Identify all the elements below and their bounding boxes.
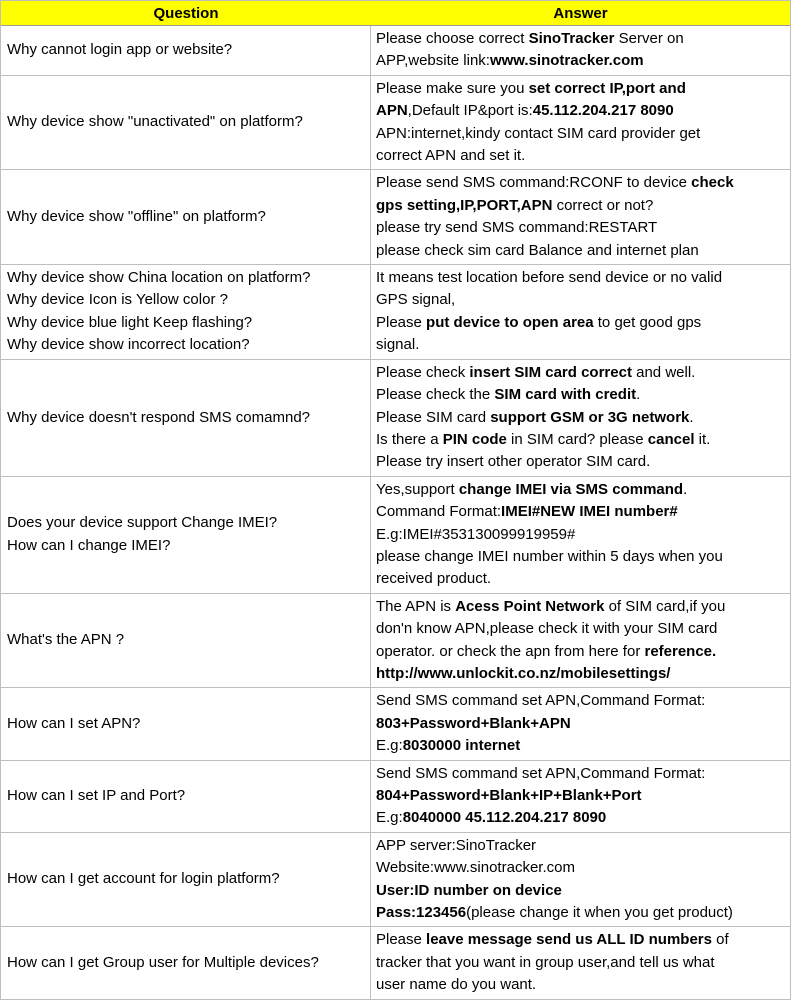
answer-line: correct APN and set it. [376, 147, 526, 165]
answer-line: E.g:8040000 45.112.204.217 8090 [376, 809, 607, 827]
answer-line: E.g:8030000 internet [376, 737, 521, 755]
answer-line: received product. [376, 570, 492, 588]
answer-cell [371, 26, 790, 75]
question-line: How can I change IMEI? [7, 536, 171, 554]
answer-line: It means test location before send device or no valid [376, 269, 723, 287]
answer-cell [371, 688, 790, 759]
answer-line: Please choose correct SinoTracker Server on [376, 30, 684, 47]
table-row [1, 76, 790, 171]
question-cell [1, 477, 371, 593]
answer-line: Please leave message send us ALL ID numbers of [376, 931, 729, 949]
answer-line: GPS signal, [376, 291, 456, 309]
column-header-answer: Answer [553, 4, 608, 22]
answer-line: tracker that you want in group user,and tell us what [376, 953, 715, 971]
question-line: Why device show China location on platform? [7, 269, 311, 287]
question-line: Why cannot login app or website? [7, 41, 233, 59]
question-cell [1, 76, 371, 170]
question-cell [1, 688, 371, 759]
answer-line: Send SMS command set APN,Command Format: [376, 692, 706, 710]
answer-line: User:ID number on device [376, 881, 562, 899]
answer-line: 804+Password+Blank+IP+Blank+Port [376, 787, 642, 804]
column-header-question: Question [153, 4, 219, 22]
answer-line: Please make sure you set correct IP,port and [376, 79, 686, 97]
question-line: Why device show "offline" on platform? [7, 208, 266, 226]
answer-line: Is there a PIN code in SIM card? please cancel it. [376, 430, 711, 448]
table-row [1, 360, 790, 477]
table-header [1, 1, 790, 26]
question-cell [1, 170, 371, 264]
question-cell [1, 265, 371, 359]
question-cell [1, 594, 371, 688]
answer-line: http://www.unlockit.co.nz/mobilesettings/ [376, 664, 671, 682]
answer-line: APP server:SinoTracker [376, 836, 537, 854]
answer-line: please change IMEI number within 5 days when you [376, 547, 723, 565]
table-row [1, 477, 790, 594]
answer-line: Send SMS command set APN,Command Format: [376, 764, 706, 782]
table-body [1, 26, 790, 999]
answer-line: APN:internet,kindy contact SIM card provider get [376, 124, 701, 142]
question-cell [1, 761, 371, 832]
answer-line: signal. [376, 336, 420, 354]
answer-line: APP,website link:www.sinotracker.com [376, 52, 644, 70]
answer-cell [371, 594, 790, 688]
answer-line: 803+Password+Blank+APN [376, 714, 571, 732]
answer-line: gps setting,IP,PORT,APN correct or not? [376, 196, 654, 214]
question-line: Why device Icon is Yellow color ? [7, 291, 228, 309]
answer-line: Yes,support change IMEI via SMS command. [376, 480, 688, 498]
answer-line: please check sim card Balance and internet plan [376, 241, 699, 259]
answer-cell [371, 170, 790, 264]
answer-line: Please send SMS command:RCONF to device check [376, 174, 734, 192]
answer-cell [371, 761, 790, 832]
question-line: Why device doesn't respond SMS comamnd? [7, 408, 311, 426]
answer-line: Website:www.sinotracker.com [376, 859, 575, 877]
answer-line: Please SIM card support GSM or 3G network. [376, 408, 694, 426]
question-cell [1, 927, 371, 998]
question-cell [1, 26, 371, 75]
question-line: Why device show incorrect location? [7, 336, 250, 354]
answer-cell [371, 833, 790, 927]
answer-cell [371, 76, 790, 170]
answer-line: user name do you want. [376, 976, 537, 994]
answer-cell [371, 477, 790, 593]
question-line: How can I get account for login platform? [7, 870, 280, 888]
answer-line: E.g:IMEI#353130099919959# [376, 525, 576, 543]
table-row [1, 26, 790, 76]
table-row [1, 688, 790, 760]
answer-line: APN,Default IP&port is:45.112.204.217 8090 [376, 102, 674, 120]
table-row [1, 833, 790, 928]
question-cell [1, 360, 371, 476]
answer-cell [371, 265, 790, 359]
table-row [1, 170, 790, 265]
answer-line: operator. or check the apn from here for reference. [376, 642, 717, 660]
answer-line: Please check insert SIM card correct and well. [376, 363, 696, 381]
answer-line: Please check the SIM card with credit. [376, 386, 641, 404]
question-line: Why device show "unactivated" on platform? [7, 113, 303, 131]
answer-line: The APN is Acess Point Network of SIM card,if you [376, 597, 726, 615]
answer-line: Please try insert other operator SIM card. [376, 453, 651, 471]
question-cell [1, 833, 371, 927]
table-row [1, 761, 790, 833]
question-line: How can I set IP and Port? [7, 787, 186, 804]
question-line: How can I set APN? [7, 714, 141, 732]
table-row [1, 265, 790, 360]
answer-line: Command Format:IMEI#NEW IMEI number# [376, 503, 678, 521]
question-line: Why device blue light Keep flashing? [7, 313, 253, 331]
answer-line: don'n know APN,please check it with your SIM card [376, 620, 718, 638]
question-line: What's the APN ? [7, 631, 125, 649]
answer-line: Pass:123456(please change it when you get product) [376, 904, 733, 922]
question-line: Does your device support Change IMEI? [7, 514, 278, 532]
table-row [1, 594, 790, 689]
table-row [1, 927, 790, 998]
answer-cell [371, 927, 790, 998]
question-line: How can I get Group user for Multiple devices? [7, 953, 319, 971]
answer-line: please try send SMS command:RESTART [376, 219, 658, 237]
answer-line: Please put device to open area to get good gps [376, 313, 702, 331]
answer-cell [371, 360, 790, 476]
